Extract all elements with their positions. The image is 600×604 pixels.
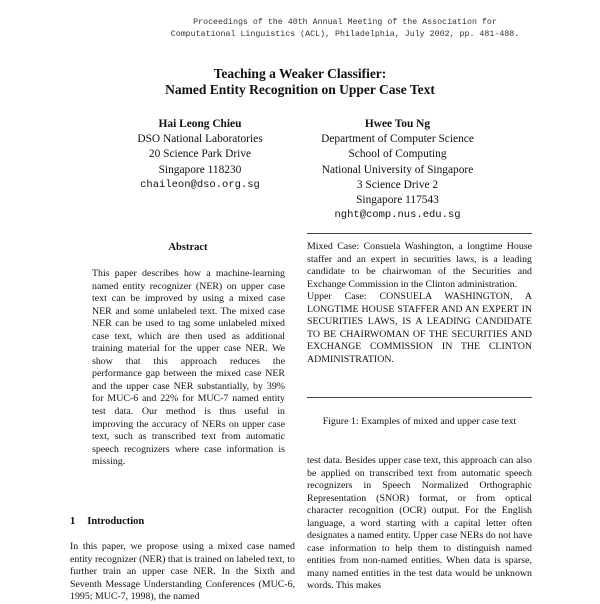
author-affiliation-line: 3 Science Drive 2 [356, 178, 439, 191]
right-column-text: test data. Besides upper case text, this approach can also be applied on transcribed text from automatic speech recognizers in Speech Normalized Orthographic Representation (SNOR) format, or from optical character recognition (OCR) output. For the English language, a word starting with a capital letter often designates a named entity. Upper case NERs do not have case information to help them to distinguish named entities from non-named entities. When data is sparse, many named entities in the test data would be unknown words. This makes [307, 455, 532, 592]
author-affiliation-line: Department of Computer Science [321, 133, 474, 146]
section-heading-introduction [70, 516, 144, 527]
author-block-2 [305, 117, 490, 223]
author-name: Hai Leong Chieu [158, 118, 242, 130]
author-affiliation-line: Singapore 117543 [356, 194, 439, 207]
author-email: chaileon@dso.org.sg [140, 178, 260, 191]
upper-case-text: CONSUELA WASHINGTON, A LONGTIME HOUSE STAFFER AND AN EXPERT IN SECURITIES LAWS, IS A LEADING CANDIDATE TO BE CHAIRWOMAN OF THE SECURITIES AND EXCHANGE COMMISSION IN THE CLINTON ADMINISTRATION. [307, 291, 532, 365]
author-name: Hwee Tou Ng [364, 118, 431, 130]
author-affiliation-line: School of Computing [348, 148, 447, 161]
author-affiliation-line: Singapore 118230 [158, 163, 242, 176]
figure-top-rule [307, 233, 532, 234]
abstract-text: This paper describes how a machine-learning named entity recognizer (NER) on upper case text can be improved by using a mixed case NER and some unlabeled text. The mixed case NER can be used to tag some unlabeled mixed case text, which are then used as additional training material for the upper case NER. We show that this approach reduces the performance gap between the mixed case NER and the upper case NER substantially, by 39% for MUC-6 and 22% for MUC-7 named entity test data. Our method is thus useful in improving the accuracy of NERs on upper case text, such as transcribed text from automatic speech recognizers where case information is missing. [92, 268, 285, 468]
figure-1-content [307, 241, 532, 366]
paper-title [0, 66, 600, 98]
upper-case-label: Upper Case: [307, 291, 367, 303]
introduction-text: In this paper, we propose using a mixed case named entity recognizer (NER) that is trained on labeled text, to further train an upper case NER. In the Sixth and Seventh Message Understanding Conferences (MUC-6, 1995; MUC-7, 1998), the named [70, 541, 295, 603]
upper-case-example [307, 291, 532, 366]
figure-caption: Figure 1: Examples of mixed and upper case text [322, 416, 517, 427]
section-title: Introduction [87, 516, 145, 527]
mixed-case-text: Consuela Washington, a longtime House staffer and an expert in securities laws, is a leading candidate to be chairwoman of the Securities and Exchange Commission in the Clinton administration. [307, 241, 532, 290]
mixed-case-example [307, 241, 532, 291]
proceedings-line-1: Proceedings of the 40th Annual Meeting of the Association for [193, 18, 497, 27]
mixed-case-label: Mixed Case: [307, 241, 360, 252]
abstract-heading: Abstract [168, 242, 208, 253]
author-email: nght@comp.nus.edu.sg [334, 209, 461, 222]
title-line-2: Named Entity Recognition on Upper Case Text [165, 82, 435, 97]
author-block-1 [120, 117, 280, 193]
proceedings-header [150, 17, 540, 41]
proceedings-line-2: Computational Linguistics (ACL), Philadelphia, July 2002, pp. 481-488. [170, 30, 520, 39]
author-affiliation-line: DSO National Laboratories [137, 133, 263, 146]
figure-bottom-rule [307, 397, 532, 398]
section-number: 1 [70, 516, 76, 527]
title-line-1: Teaching a Weaker Classifier: [213, 66, 387, 81]
author-affiliation-line: 20 Science Park Drive [148, 148, 252, 161]
author-affiliation-line: National University of Singapore [321, 163, 474, 176]
